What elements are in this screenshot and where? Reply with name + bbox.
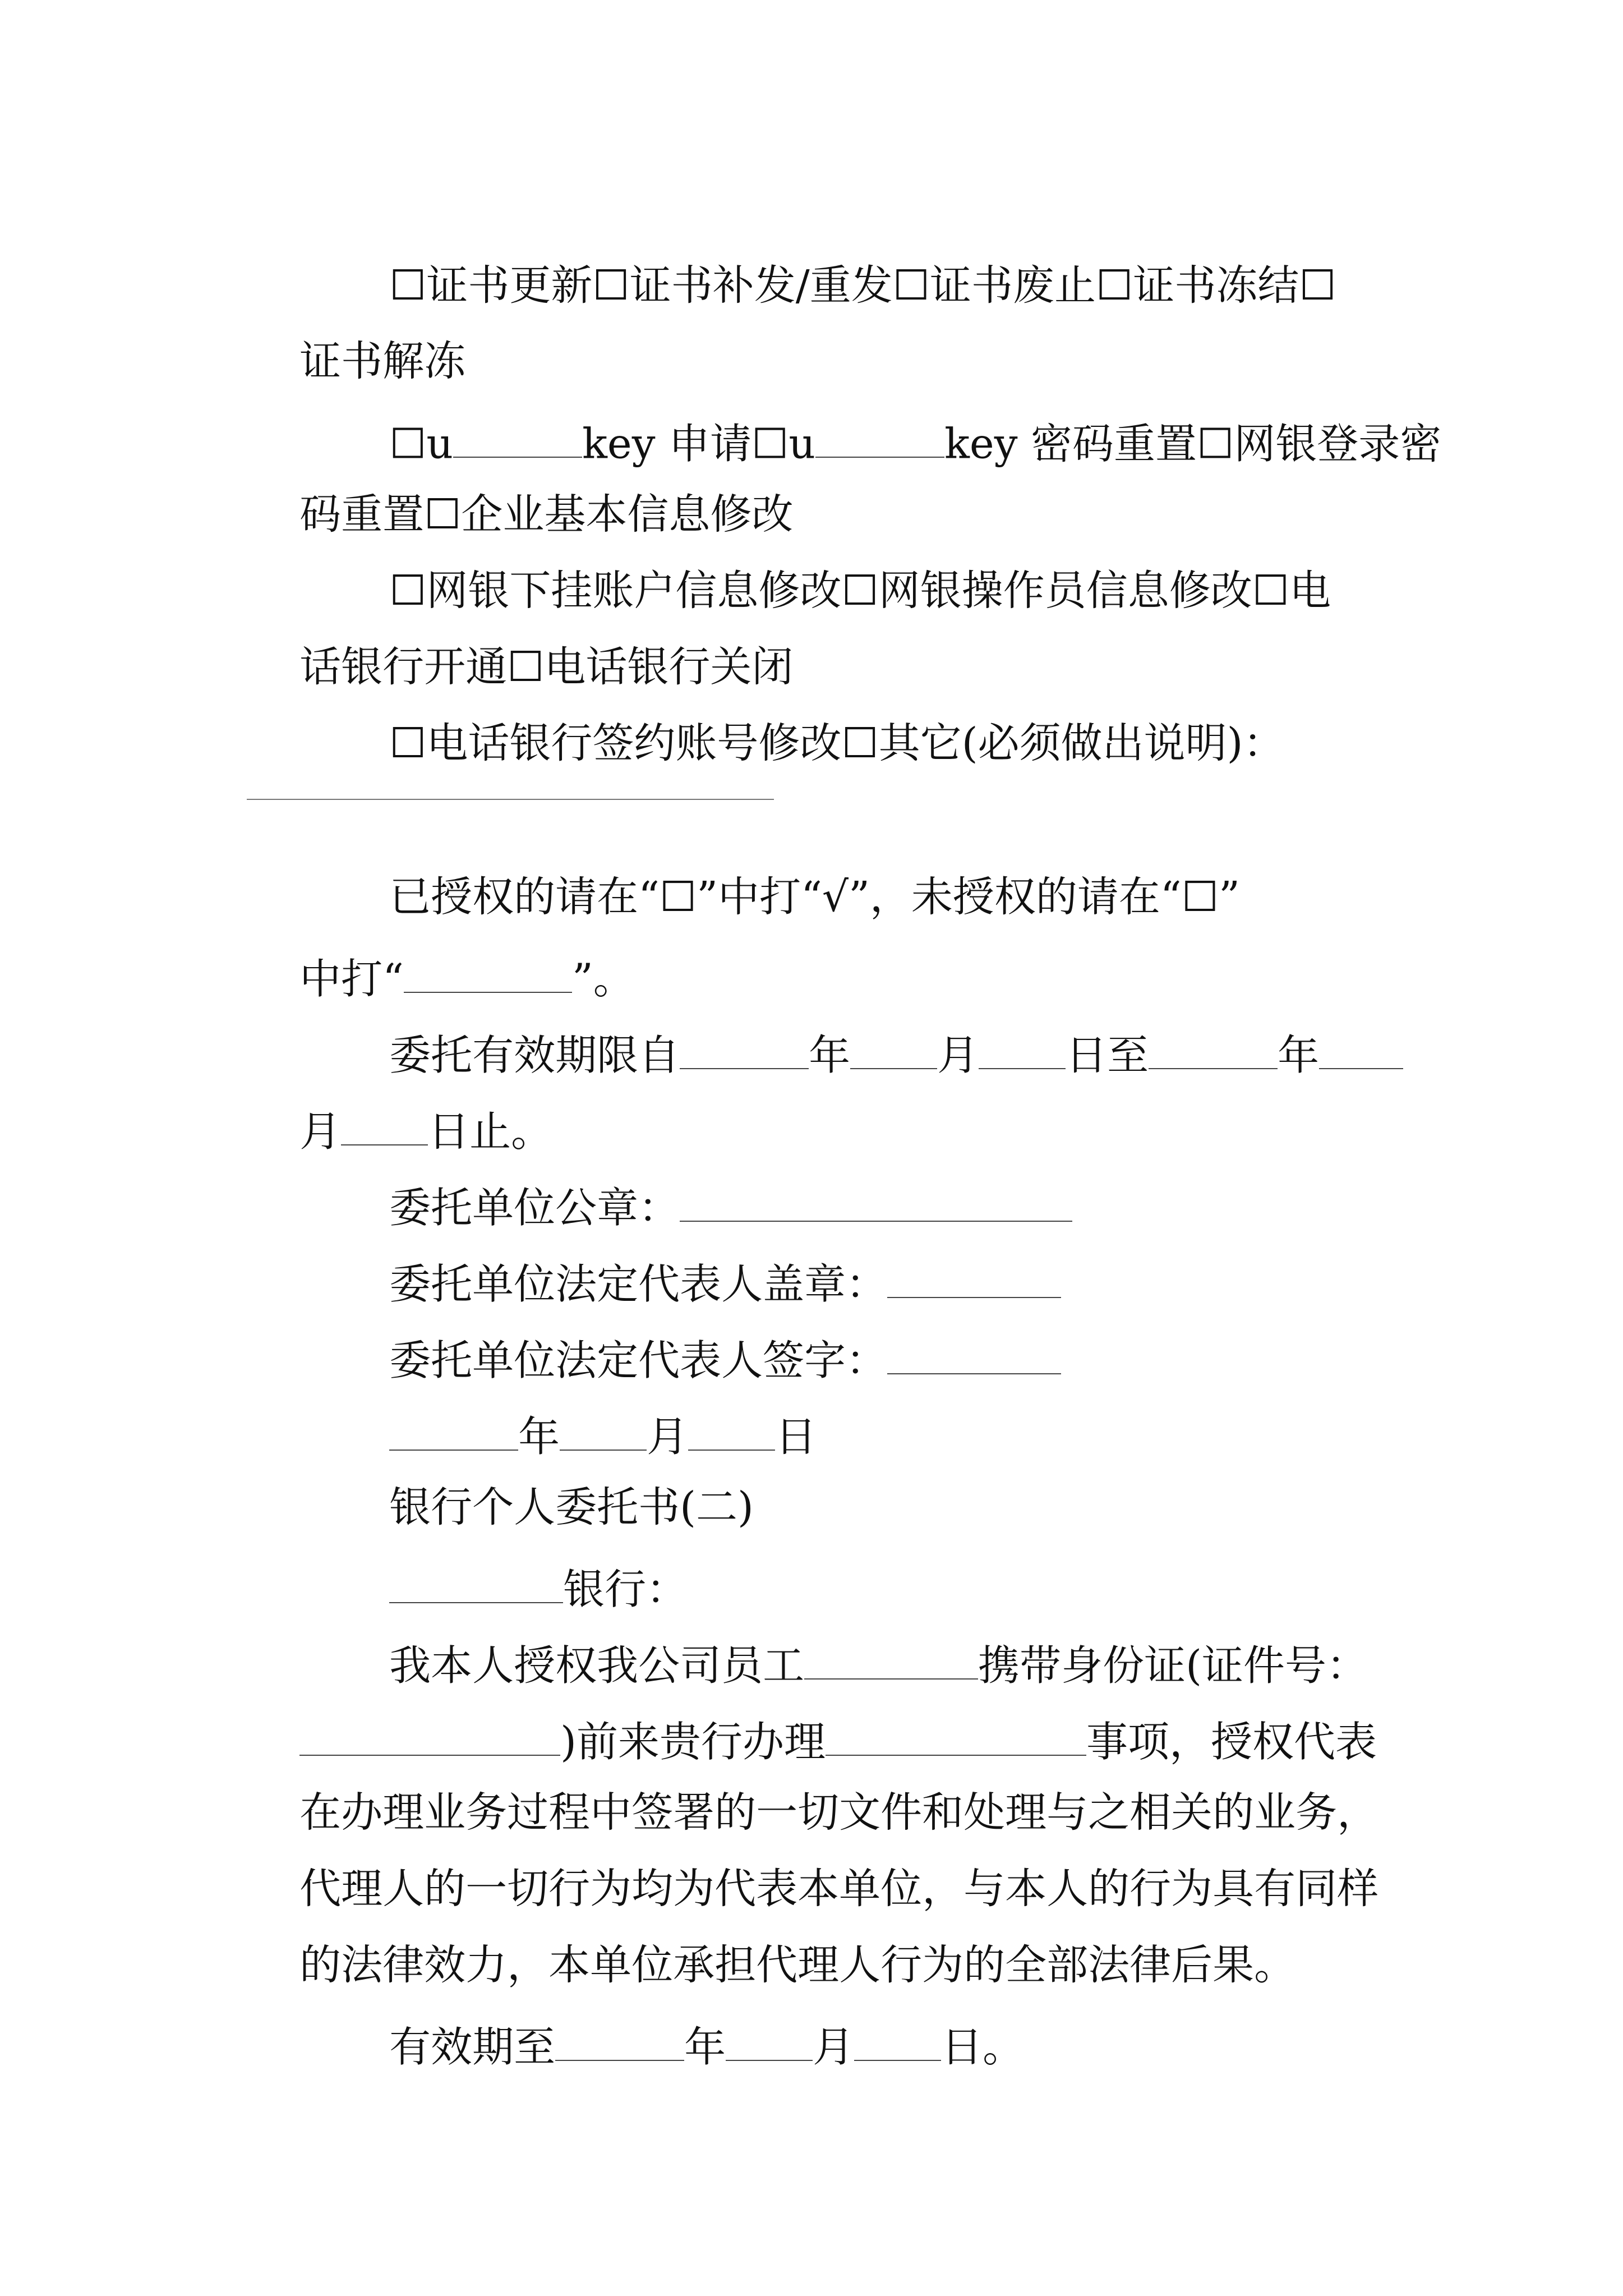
instruction-text: ”。 [571,955,635,1004]
options-text: ☐网银下挂账户信息修改☐网银操作员信息修改☐电 [389,567,1331,615]
expiry-line [336,1979,1024,2109]
day-blank [979,1029,1066,1069]
expiry-text: 有效期至 [389,2023,556,2072]
rep-seal-label: 委托单位法定代表人盖章： [389,1260,888,1309]
body-text: 在办理业务过程中签署的一切文件和处理与之相关的业务， [299,1788,1379,1837]
options-text: key 密码重置☐网银登录密 [944,420,1442,468]
rep-sign-blank [887,1334,1061,1374]
date-text: 日 [775,1412,817,1461]
year-blank [1149,1029,1278,1069]
date-text: 月 [647,1412,689,1461]
validity-text: 日至 [1066,1031,1149,1080]
options-line-4 [336,681,1285,806]
body-text: 代理人的一切行为均为代表本单位，与本人的行为具有同样 [299,1865,1379,1913]
options-line-1 [336,223,1336,348]
expiry-text: 年 [684,2023,726,2072]
rep-sign-label: 委托单位法定代表人签字： [389,1336,888,1385]
body-text: 携带身份证(证件号： [978,1641,1368,1690]
month-blank [1319,1029,1403,1069]
explanation-blank-line [247,799,774,800]
body-text: )前来贵行办理 [560,1718,826,1766]
options-text: ☐电话银行签约账号修改☐其它(必须做出说明)： [389,719,1285,767]
year-blank [680,1029,809,1069]
section-title: 银行个人委托书(二) [389,1483,754,1531]
options-text: ☐u [389,420,454,468]
expiry-text: 日。 [941,2023,1025,2072]
options-text: ☐证书更新☐证书补发/重发☐证书废止☐证书冻结☐ [389,261,1336,310]
bank-label: 银行： [563,1565,688,1614]
validity-text: 月 [299,1107,342,1156]
year-blank [555,2021,684,2061]
month-blank [726,2021,813,2061]
expiry-text: 月 [813,2023,855,2072]
options-text: 证书解冻 [299,337,466,385]
date-text: 年 [518,1412,560,1461]
validity-text: 年 [809,1031,851,1080]
body-text: 我本人授权我公司员工 [389,1641,805,1690]
validity-text: 年 [1278,1031,1320,1080]
validity-text: 委托有效期限自 [389,1031,680,1080]
blank-underline [815,417,944,458]
options-text: 话银行开通☐电话银行关闭 [299,643,794,691]
body-text: 的法律效力，本单位承担代理人行为的全部法律后果。 [299,1941,1296,1989]
options-text: key 申请☐u [582,420,816,468]
seal-label: 委托单位公章： [389,1184,680,1232]
options-text: 码重置☐企业基本信息修改 [299,490,794,539]
instruction-text: 中打“ [299,955,404,1004]
body-text: 事项，授权代表 [1086,1718,1377,1766]
day-blank [854,2021,941,2061]
validity-text: 月 [937,1031,979,1080]
instruction-text: 已授权的请在“☐”中打“√”，未授权的请在“☐” [389,873,1240,921]
month-blank [850,1029,937,1069]
validity-text: 日止。 [428,1107,553,1156]
